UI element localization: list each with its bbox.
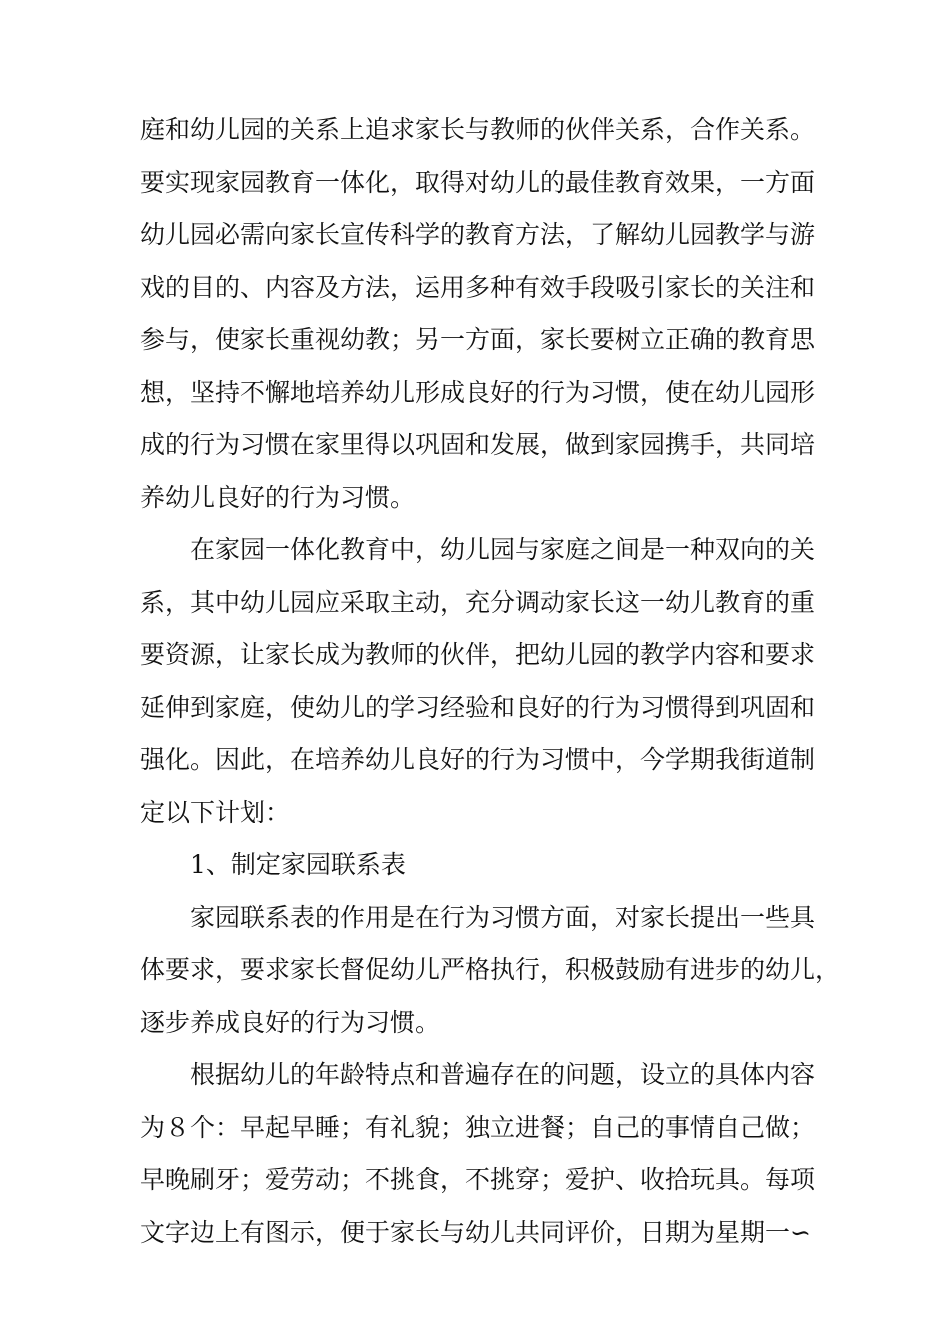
text-line: 系，其中幼儿园应采取主动，充分调动家长这一幼儿教育的重 [140,587,816,617]
section-heading-1 [140,839,840,892]
text-line: 延伸到家庭，使幼儿的学习经验和良好的行为习惯得到巩固和 [140,692,816,722]
paragraph-2 [140,524,840,839]
paragraph-4 [140,1049,840,1259]
document-page [140,104,840,1259]
text-line: 养幼儿良好的行为习惯。 [140,482,416,512]
text-line: 要实现家园教育一体化，取得对幼儿的最佳教育效果，一方面 [140,167,816,197]
text-line: 在家园一体化教育中，幼儿园与家庭之间是一种双向的关 [190,535,816,564]
text-line: 庭和幼儿园的关系上追求家长与教师的伙伴关系，合作关系。 [140,115,816,144]
text-line: 戏的目的、内容及方法，运用多种有效手段吸引家长的关注和 [140,272,816,302]
text-line: 早晚刷牙；爱劳动；不挑食，不挑穿；爱护、收拾玩具。每项 [140,1165,816,1194]
paragraph-3 [140,892,840,1050]
text-line: 体要求，要求家长督促幼儿严格执行，积极鼓励有进步的幼儿， [140,955,841,984]
text-line: 幼儿园必需向家长宣传科学的教育方法，了解幼儿园教学与游 [140,220,816,249]
text-line: 参与，使家长重视幼教；另一方面，家长要树立正确的教育思 [140,325,816,354]
text-line: 文字边上有图示，便于家长与幼儿共同评价，日期为星期一∽ [140,1217,811,1247]
text-line: 强化。因此，在培养幼儿良好的行为习惯中，今学期我街道制 [140,745,816,774]
text-line: 根据幼儿的年龄特点和普遍存在的问题，设立的具体内容 [190,1060,816,1089]
text-line: 要资源，让家长成为教师的伙伴，把幼儿园的教学内容和要求 [140,640,816,669]
text-line: 为８个：早起早睡；有礼貌；独立进餐；自己的事情自己做； [140,1112,816,1142]
text-line: 成的行为习惯在家里得以巩固和发展，做到家园携手，共同培 [140,430,816,459]
paragraph-1 [140,104,840,524]
text-line: 想，坚持不懈地培养幼儿形成良好的行为习惯，使在幼儿园形 [140,377,816,407]
heading-text: 1、制定家园联系表 [190,850,406,879]
text-line: 定以下计划： [140,797,291,827]
text-line: 逐步养成良好的行为习惯。 [140,1007,441,1037]
text-line: 家园联系表的作用是在行为习惯方面，对家长提出一些具 [190,902,816,932]
